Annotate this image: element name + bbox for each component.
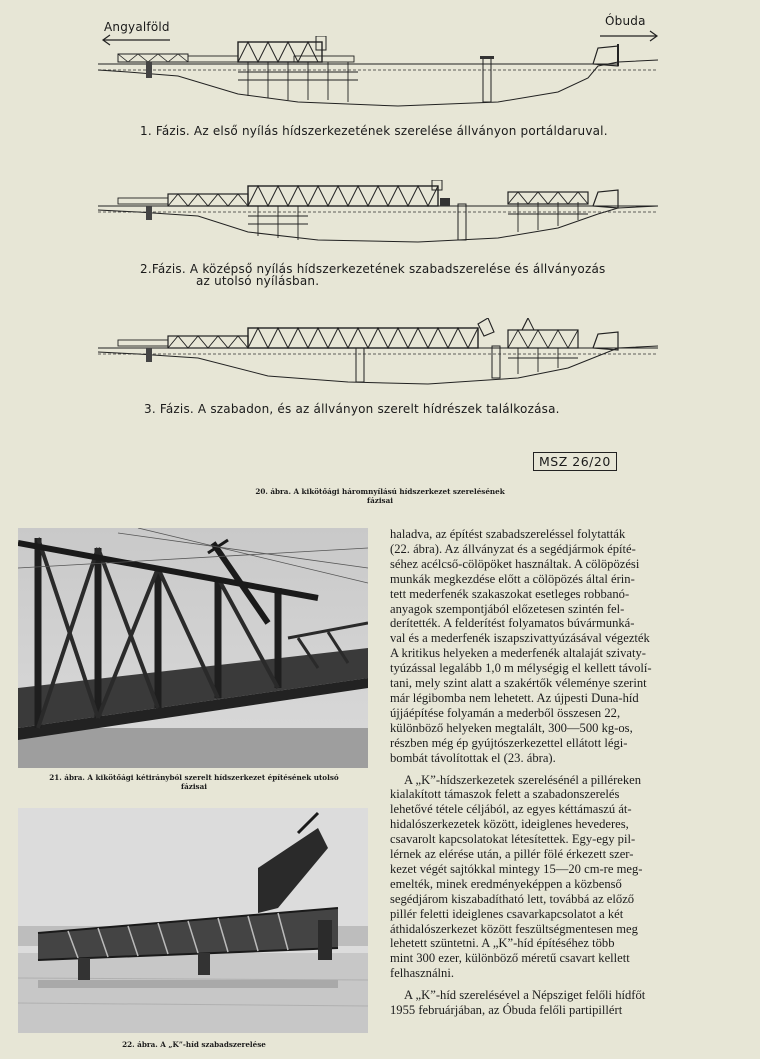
label-angyalfold: Angyalföld xyxy=(104,20,170,34)
text-line: hidalószerkezetek között, ideiglenes hevederes, xyxy=(390,817,629,832)
paragraph-2 xyxy=(390,773,748,982)
text-line: felhasználni. xyxy=(390,966,454,981)
figure20-caption-line2: fázisai xyxy=(367,496,393,505)
text-line: tani, mely szint alatt a szakértők véleménye szerint xyxy=(390,676,647,691)
text-line: újjáépítése folyamán a mederből összesen 22, xyxy=(390,705,621,720)
bridge-free-erection-image xyxy=(18,808,368,1033)
text-line: bombát távolítottak el (23. ábra). xyxy=(390,750,556,765)
phase2-caption-line1: 2.Fázis. A középső nyílás hídszerkezetének szabadszerelése és állványozás xyxy=(140,262,606,276)
figure21-caption xyxy=(16,773,372,791)
text-line: pillér feletti ideiglenes csavarkapcsolatot a két xyxy=(390,906,624,921)
figure-21-photo xyxy=(18,528,368,768)
text-line: áthidalószerkezet között feszültségmentesen meg xyxy=(390,921,638,936)
text-line: kialakított támaszok felett a szabadonszerelés xyxy=(390,787,620,802)
figure20-caption-line1: 20. ábra. A kikötőági háromnyílású hídszerkezet szerelésének xyxy=(255,487,505,496)
text-line: derítették. A felderítést folyamatos búvármunká- xyxy=(390,616,635,631)
figure-22-photo xyxy=(18,808,368,1033)
text-line: lehetővé tétele céljából, az egyes kéttámaszú át- xyxy=(390,802,632,817)
text-line: A kritikus helyeken a mederfenék altalaját szivaty- xyxy=(390,646,646,661)
text-line: már légibomba nem lehetett. Az újpesti Duna-híd xyxy=(390,690,639,705)
figure22-caption: 22. ábra. A „K”-híd szabadszerelése xyxy=(122,1040,266,1049)
phase3-caption: 3. Fázis. A szabadon, és az állványon szerelt hídrészek találkozása. xyxy=(144,402,560,416)
text-line: munkák megkezdése előtt a cölöpözés által érin- xyxy=(390,571,635,586)
text-line: anyagok szempontjából előzetesen szintén fel- xyxy=(390,601,625,616)
msz-stamp: MSZ 26/20 xyxy=(533,452,617,471)
text-line: A „K”-híd szerelésével a Népsziget felőli hídfőt xyxy=(404,988,646,1003)
text-line: részben még ép gyújtószerkezettel ellátott légi- xyxy=(390,735,628,750)
label-obuda: Óbuda xyxy=(605,14,646,28)
text-line: különböző helyeken megtalált, 300—500 kg-os, xyxy=(390,720,633,735)
text-line: mint 300 ezer, különböző méretű csavart kellett xyxy=(390,951,630,966)
phase3-drawing xyxy=(98,318,658,393)
text-line: tett mederfenék szakaszokat esetleges robbanó- xyxy=(390,586,630,601)
text-line: lehetett szüntetni. A „K”-híd építéséhez több xyxy=(390,936,615,951)
phase2-caption-line2: az utolsó nyílásban. xyxy=(196,274,320,288)
text-line: tyúzással legalább 1,0 m mélységig el kellett távolí- xyxy=(390,661,652,676)
phase1-caption: 1. Fázis. Az első nyílás hídszerkezetének szerelése állványon portáldaruval. xyxy=(140,124,608,138)
figure21-caption-line1: 21. ábra. A kikötőági kétirányból szerelt hídszerkezet építésének utolsó xyxy=(49,773,339,782)
text-line: haladva, az építést szabadszereléssel folytatták xyxy=(390,527,626,541)
text-line: (22. ábra). Az állványzat és a segédjármok építé- xyxy=(390,541,636,556)
figure20-caption xyxy=(210,487,550,505)
figure21-caption-line2: fázisai xyxy=(181,782,207,791)
phase2-drawing xyxy=(98,180,658,250)
text-line: csavarolt kapcsolatokat létesítettek. Egy-egy pil- xyxy=(390,832,636,847)
text-line: segédjárom kiszabadítható lett, továbbá az előző xyxy=(390,891,635,906)
text-line: lérnek az elérése után, a pillér fölé érkezett szer- xyxy=(390,847,634,862)
phase1-drawing xyxy=(98,36,658,111)
bridge-steelwork-image xyxy=(18,528,368,768)
paragraph-3 xyxy=(390,988,748,1018)
text-line: kezet végét sajtókkal mintegy 15—20 cm-re meg- xyxy=(390,861,643,876)
paragraph-1 xyxy=(390,527,748,766)
text-line: emelték, minek eredményeképpen a közbenső xyxy=(390,876,622,891)
text-line: val és a mederfenék iszapszivattyúzásával végezték xyxy=(390,631,650,646)
text-line: séhez acélcső-cölöpöket használtak. A cölöpözési xyxy=(390,556,640,571)
text-line: A „K”-hídszerkezetek szerelésénél a pilléreken xyxy=(404,772,642,787)
body-text-column xyxy=(390,527,748,1018)
text-line: 1955 februárjában, az Óbuda felőli partipillért xyxy=(390,1003,623,1018)
